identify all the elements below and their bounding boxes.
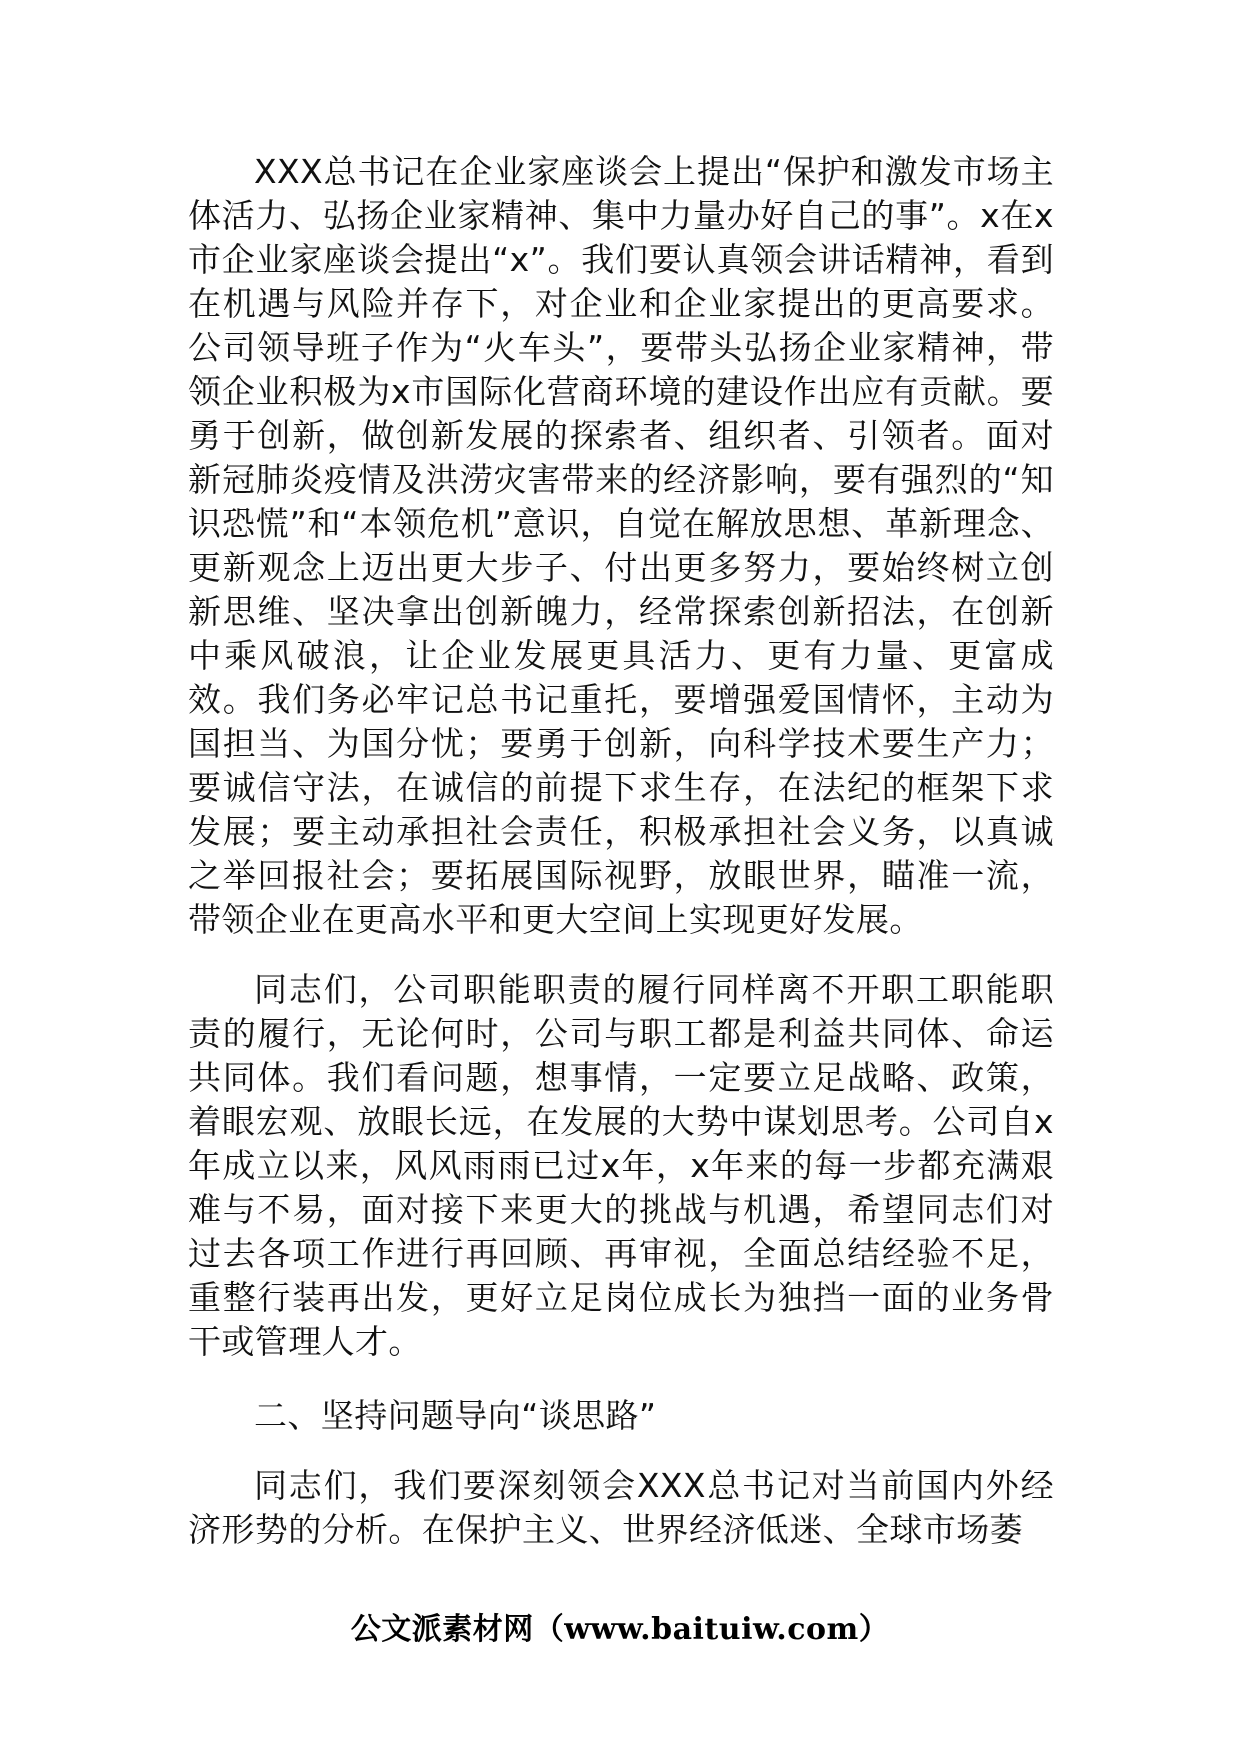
paragraph-3: 同志们，我们要深刻领会XXX总书记对当前国内外经济形势的分析。在保护主义、世界经济低迷、全球市场萎 [188,1466,1054,1549]
document-body [188,150,1054,1552]
section-heading: 二、坚持问题导向“谈思路” [254,1396,657,1435]
footer-watermark: 公文派素材网（www.baituiw.com） [350,1612,890,1647]
paragraph-1: XXX总书记在企业家座谈会上提出“保护和激发市场主体活力、弘扬企业家精神、集中力量办好自己的事”。x在x市企业家座谈会提出“x”。我们要认真领会讲话精神，看到在机遇与风险并存下，对企业和企业家提出的更高要求。公司领导班子作为“火车头”，要带头弘扬企业家精神，带领企业积极为x市国际化营商环境的建设作出应有贡献。要勇于创新，做创新发展的探索者、组织者、引领者。面对新冠肺炎疫情及洪涝灾害带来的经济影响，要有强烈的“知识恐慌”和“本领危机”意识，自觉在解放思想、革新理念、更新观念上迈出更大步子、付出更多努力，要始终树立创新思维、坚决拿出创新魄力，经常探索创新招法，在创新中乘风破浪，让企业发展更具活力、更有力量、更富成效。我们务必牢记总书记重托，要增强爱国情怀，主动为国担当、为国分忧；要勇于创新，向科学技术要生产力；要诚信守法，在诚信的前提下求生存，在法纪的框架下求发展；要主动承担社会责任，积极承担社会义务，以真诚之举回报社会；要拓展国际视野，放眼世界，瞄准一流，带领企业在更高水平和更大空间上实现更好发展。 [188,152,1054,939]
paragraph-2: 同志们，公司职能职责的履行同样离不开职工职能职责的履行，无论何时，公司与职工都是利益共同体、命运共同体。我们看问题，想事情，一定要立足战略、政策，着眼宏观、放眼长远，在发展的大势中谋划思考。公司自x年成立以来，风风雨雨已过x年，x年来的每一步都充满艰难与不易，面对接下来更大的挑战与机遇，希望同志们对过去各项工作进行再回顾、再审视，全面总结经验不足，重整行装再出发，更好立足岗位成长为独挡一面的业务骨干或管理人才。 [188,970,1054,1361]
